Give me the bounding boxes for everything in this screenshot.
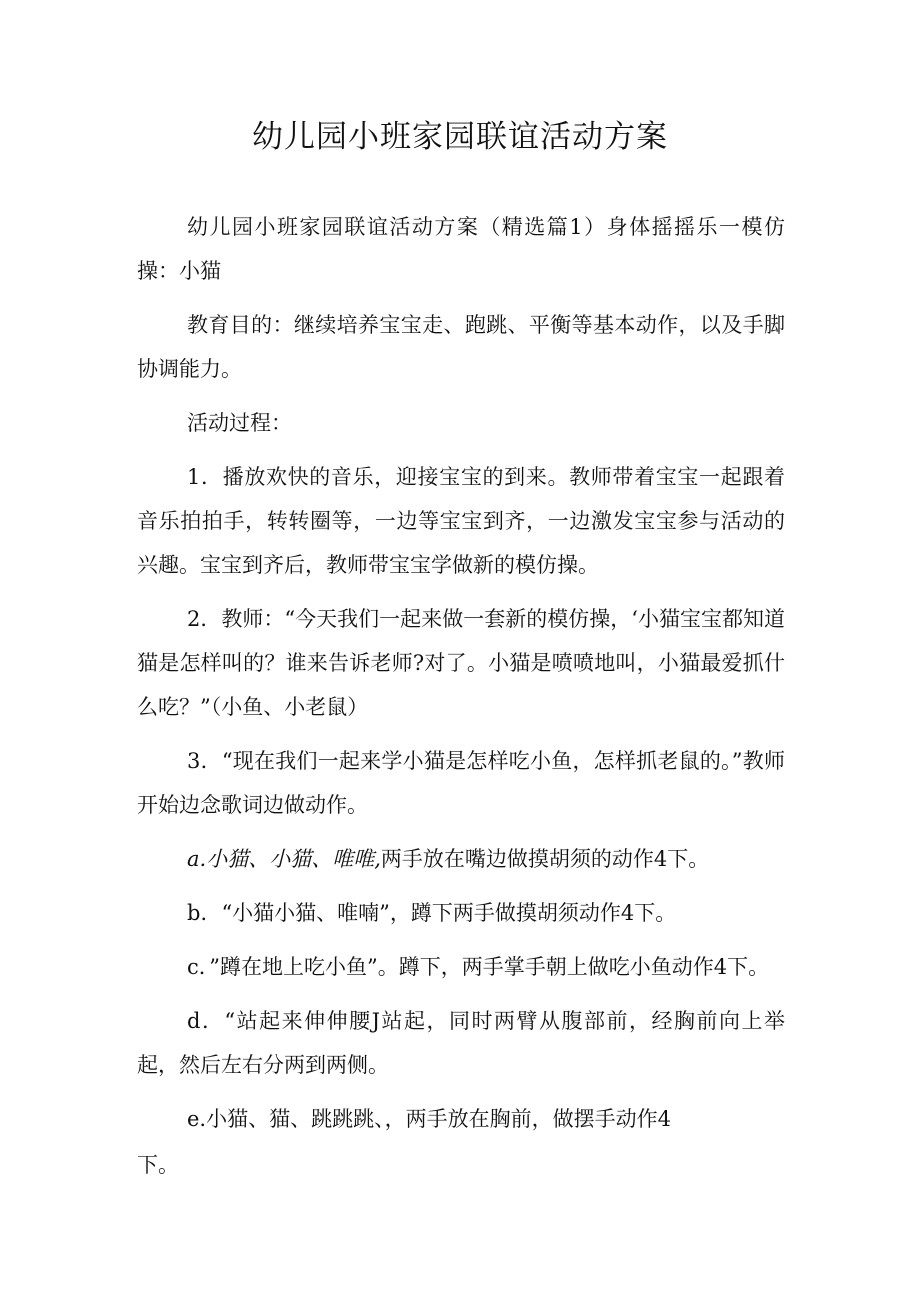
paragraph-item-e-end: 下。 [137, 1153, 179, 1177]
paragraph-item-a [137, 837, 785, 881]
item-a-action: 两手放在嘴边做摸胡须的动作4下。 [380, 847, 710, 871]
paragraph-step-3: 3．“现在我们一起来学小猫是怎样吃小鱼，怎样抓老鼠的。”教师开始边念歌词边做动作。 [137, 749, 785, 817]
paragraph-step-1: 1．播放欢快的音乐，迎接宝宝的到来。教师带着宝宝一起跟着音乐拍拍手，转转圈等，一边等宝宝到齐，一边激发宝宝参与活动的兴趣。宝宝到齐后，教师带宝宝学做新的模仿操。 [137, 465, 785, 577]
paragraph-item-b: b．“小猫小猫、唯喃”，蹲下两手做摸胡须动作4下。 [187, 901, 677, 925]
paragraph-intro: 幼儿园小班家园联谊活动方案（精选篇1）身体摇摇乐一模仿操：小猫 [137, 215, 785, 283]
paragraph-step-2: 2．教师：“今天我们一起来做一套新的模仿操，‘小猫宝宝都知道猫是怎样叫的？谁来告诉老师?对了。小猫是喷喷地叫，小猫最爱抓什么吃？”（小鱼、小老鼠） [137, 607, 785, 719]
paragraph-item-c: c．”蹲在地上吃小鱼”。蹲下，两手掌手朝上做吃小鱼动作4下。 [187, 955, 770, 979]
paragraph-item-d: d．“站起来伸伸腰J站起，同时两臂从腹部前，经胸前向上举起，然后左右分两到两侧。 [137, 1009, 785, 1077]
paragraph-item-e: e.小猫、猫、跳跳跳、，两手放在胸前，做摆手动作4 [187, 1107, 671, 1131]
paragraph-process-heading: 活动过程： [187, 411, 292, 435]
document-body [137, 205, 785, 1197]
document-title: 幼儿园小班家园联谊活动方案 [252, 119, 668, 155]
item-a-lyric: a.小猫、小猫、唯唯, [187, 847, 381, 871]
paragraph-goal: 教育目的：继续培养宝宝走、跑跳、平衡等基本动作，以及手脚协调能力。 [137, 313, 785, 381]
